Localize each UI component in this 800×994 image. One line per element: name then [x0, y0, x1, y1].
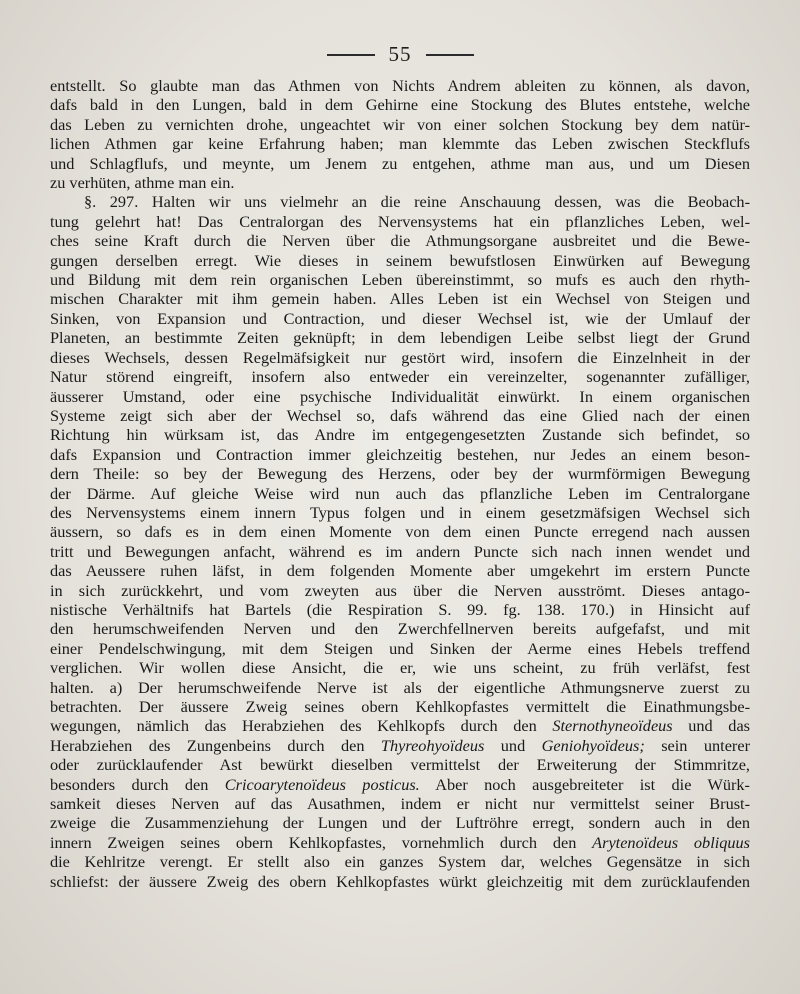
- text-line: [50, 503, 750, 522]
- page-header: [0, 42, 800, 67]
- text-segment: verglichen. Wir wollen diese Ansicht, die er, wie uns scheint, zu früh verläfst, fest: [50, 658, 750, 678]
- text-line: [50, 813, 750, 832]
- text-segment: äussern, so dafs es in dem einen Momente von dem einen Puncte erregend nach aussen: [50, 522, 750, 542]
- text-segment: Planeten, an bestimmte Zeiten geknüpft; in dem lebendigen Leibe selbst liegt der Grund: [50, 328, 750, 348]
- text-line: [50, 522, 750, 541]
- text-line: [50, 348, 750, 367]
- text-segment: wegungen, nämlich das Herabziehen des Kehlkopfs durch den: [50, 716, 553, 736]
- text-segment: lichen Athmen gar keine Erfahrung haben; man klemmte das Leben zwischen Steckflufs: [50, 134, 750, 154]
- text-line: [50, 639, 750, 658]
- text-segment: dern Theile: so bey der Bewegung des Herzens, oder bey der wurmförmigen Bewegung: [50, 464, 750, 484]
- text-segment: Aber noch ausgebreiteter ist die Würk-: [419, 774, 750, 794]
- text-line: [50, 755, 750, 774]
- italic-term: Sternothyneoïdeus: [552, 716, 673, 736]
- text-line: [50, 367, 750, 386]
- text-line: [50, 387, 750, 406]
- text-line: [50, 95, 750, 114]
- text-line: [50, 192, 750, 211]
- text-segment: halten. a) Der herumschweifende Nerve ist als der eigentliche Athmungsnerve zuerst zu: [50, 677, 750, 697]
- text-line: [50, 872, 750, 891]
- text-segment: samkeit dieses Nerven auf das Ausathmen, indem er nicht nur vermittelst seiner Brust-: [50, 794, 750, 814]
- text-segment: §. 297. Halten wir uns vielmehr an die reine Anschauung dessen, was die Beobach-: [84, 192, 750, 212]
- text-segment: sein unterer: [644, 735, 751, 755]
- text-segment: oder zurücklaufender Ast bewürkt dieselben vermittelst der Erweiterung der Stimmritze,: [50, 755, 750, 775]
- text-segment: Sinken, von Expansion und Contraction, und dieser Wechsel ist, wie der Umlauf der: [50, 308, 750, 328]
- text-segment: und Schlagflufs, und meynte, um Jenem zu entgehen, athme man aus, und um Diesen: [50, 153, 750, 173]
- text-segment: einer Pendelschwingung, mit dem Steigen und Sinken der Aerme eines Hebels treffend: [50, 638, 750, 658]
- text-segment: innern Zweigen seines obern Kehlkopfastes, vornehmlich durch den: [50, 832, 593, 852]
- text-segment: zweige die Zusammenziehung der Lungen und der Luftröhre erregt, sondern auch in den: [50, 813, 750, 833]
- text-segment: äusserer Umstand, oder eine psychische Individualität einwürkt. In einem organischen: [50, 386, 750, 406]
- text-segment: und Bildung mit dem rein organischen Leben übereinstimmt, so mufs es auch den rhyth-: [50, 270, 750, 290]
- text-segment: tung gelehrt hat! Das Centralorgan des Nervensystems hat ein pflanzliches Leben, wel-: [50, 211, 750, 231]
- text-segment: ches seine Kraft durch die Nerven über die Athmungsorgane ausbreitet und die Bewe-: [50, 231, 750, 251]
- text-line: [50, 658, 750, 677]
- text-segment: nistische Verhältnifs hat Bartels (die Respiration S. 99. fg. 138. 170.) in Hinsicht auf: [50, 599, 750, 619]
- text-line: [50, 619, 750, 638]
- text-segment: tritt und Bewegungen anfacht, während es im andern Puncte sich nach innen wendet und: [50, 541, 750, 561]
- text-line: [50, 425, 750, 444]
- text-line: [50, 852, 750, 871]
- text-segment: betrachten. Der äussere Zweig seines obern Kehlkopfastes vermittelt die Einathmungsbe-: [50, 697, 750, 716]
- text-line: [50, 309, 750, 328]
- text-segment: Herabziehen des Zungenbeins durch den: [50, 735, 381, 755]
- text-line: [50, 76, 750, 95]
- text-segment: dafs bald in den Lungen, bald in dem Gehirne eine Stockung des Blutes entstehe, welche: [50, 95, 750, 115]
- text-line: [50, 678, 750, 697]
- text-line: [50, 173, 750, 192]
- text-line: [50, 115, 750, 134]
- text-line: [50, 289, 750, 308]
- text-line: [50, 484, 750, 503]
- text-segment: Richtung hin würksam ist, das Andre im entgegengesetzten Zustande sich befindet, so: [50, 425, 750, 445]
- text-line: [50, 445, 750, 464]
- text-line: [50, 212, 750, 231]
- text-line: [50, 231, 750, 250]
- text-segment: den herumschweifenden Nerven und den Zwerchfellnerven bereits aufgefafst, und mit: [50, 619, 750, 639]
- text-line: [50, 154, 750, 173]
- italic-term: Cricoarytenoïdeus posticus.: [224, 774, 420, 794]
- text-segment: Natur störend eingreift, insofern also entweder ein vereinzelter, sogenannter zufälliger,: [50, 367, 750, 387]
- page-number: 55: [388, 42, 412, 66]
- text-line: [50, 561, 750, 580]
- text-segment: das Leben zu vernichten drohe, ungeachtet wir von einer solchen Stockung bey dem natür-: [50, 114, 750, 134]
- text-segment: und das: [672, 716, 750, 736]
- text-segment: dieses Wechsels, dessen Regelmäfsigkeit nur gestört wird, insofern die Einzelnheit in der: [50, 347, 750, 367]
- text-line: [50, 736, 750, 755]
- text-line: [50, 251, 750, 270]
- text-segment: besonders durch den: [50, 774, 225, 794]
- italic-term: Thyreohyoïdeus: [380, 735, 485, 755]
- text-line: [50, 542, 750, 561]
- text-segment: und: [484, 735, 542, 755]
- text-segment: Systeme zeigt sich aber der Wechsel so, dafs während das eine Glied nach der einen: [50, 405, 750, 425]
- text-segment: des Nervensystems einem innern Typus folgen und in einem gesetzmäfsigen Wechsel sich: [50, 502, 750, 522]
- text-segment: die Kehlritze verengt. Er stellt also ein ganzes System dar, welches Gegensätze in sich: [50, 852, 750, 872]
- italic-term: Geniohyoïdeus;: [541, 735, 645, 755]
- text-line: [50, 716, 750, 735]
- text-segment: dafs Expansion und Contraction immer gleichzeitig bestehen, nur Jedes an einem beson-: [50, 444, 750, 464]
- text-line: [50, 833, 750, 852]
- text-line: [50, 775, 750, 794]
- header-rule-left: [327, 54, 375, 56]
- text-segment: der Därme. Auf gleiche Weise wird nun auch das pflanzliche Leben im Centralorgane: [50, 483, 750, 503]
- text-line: [50, 270, 750, 289]
- text-line: [50, 794, 750, 813]
- header-rule-right: [426, 54, 474, 56]
- text-segment: entstellt. So glaubte man das Athmen von Nichts Andrem ableiten zu können, als davon,: [50, 76, 750, 95]
- text-line: [50, 600, 750, 619]
- text-line: [50, 134, 750, 153]
- text-segment: in sich zurückkehrt, und vom zweyten aus über die Nerven ausströmt. Dieses antago-: [50, 580, 750, 600]
- text-segment: schliefst: der äussere Zweig des obern Kehlkopfastes würkt gleichzeitig mit dem zurücklaufenden: [50, 871, 750, 891]
- text-line: [50, 464, 750, 483]
- body-text: [50, 76, 750, 891]
- text-segment: das Aeussere ruhen läfst, in dem folgenden Momente aber umgekehrt im erstern Puncte: [50, 561, 750, 581]
- text-line: [50, 328, 750, 347]
- text-segment: mischen Charakter mit ihm gemein haben. Alles Leben ist ein Wechsel von Steigen und: [50, 289, 750, 309]
- italic-term: Arytenoïdeus obliquus: [592, 832, 750, 852]
- text-segment: zu verhüten, athme man ein.: [50, 173, 235, 193]
- text-segment: gungen derselben erregt. Wie dieses in seinem bewufstlosen Einwürken auf Bewegung: [50, 250, 750, 270]
- text-line: [50, 406, 750, 425]
- text-line: [50, 697, 750, 716]
- text-line: [50, 581, 750, 600]
